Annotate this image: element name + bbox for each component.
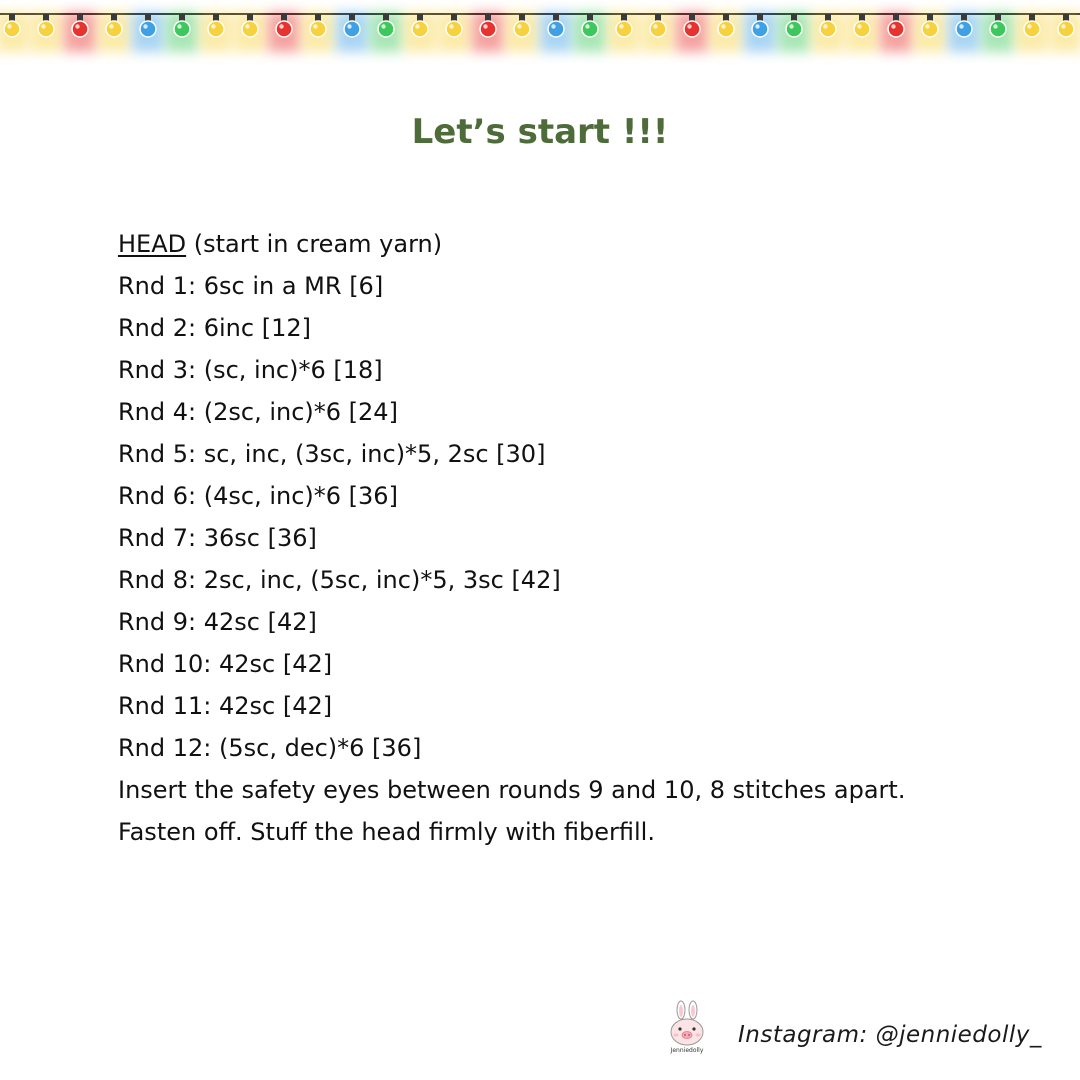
light-bulb bbox=[846, 12, 878, 52]
light-bulb bbox=[370, 12, 402, 52]
round-line: Rnd 2: 6inc [12] bbox=[118, 314, 311, 342]
light-bulb bbox=[608, 12, 640, 52]
light-bulb bbox=[710, 12, 742, 52]
light-bulb bbox=[302, 12, 334, 52]
light-bulb bbox=[472, 12, 504, 52]
light-bulb bbox=[880, 12, 912, 52]
light-bulb bbox=[1050, 12, 1080, 52]
round-line: Rnd 8: 2sc, inc, (5sc, inc)*5, 3sc [42] bbox=[118, 566, 561, 594]
logo-text: Jenniedolly bbox=[670, 1047, 704, 1054]
light-bulb bbox=[336, 12, 368, 52]
round-line: Rnd 9: 42sc [42] bbox=[118, 608, 317, 636]
light-bulb bbox=[64, 12, 96, 52]
section-name: HEAD bbox=[118, 230, 187, 258]
light-bulb bbox=[982, 12, 1014, 52]
instagram-handle: Instagram: @jenniedolly_ bbox=[738, 1022, 1042, 1048]
string-lights-decoration bbox=[0, 0, 1080, 64]
light-bulb bbox=[574, 12, 606, 52]
instruction-line: Fasten off. Stuff the head firmly with fiberfill. bbox=[118, 818, 655, 846]
section-note: (start in cream yarn) bbox=[186, 230, 443, 258]
round-line: Rnd 1: 6sc in a MR [6] bbox=[118, 272, 384, 300]
pattern-body bbox=[118, 226, 1058, 856]
light-bulb bbox=[914, 12, 946, 52]
light-bulb bbox=[132, 12, 164, 52]
light-bulb bbox=[30, 12, 62, 52]
light-bulb bbox=[166, 12, 198, 52]
light-bulb bbox=[234, 12, 266, 52]
light-bulb bbox=[812, 12, 844, 52]
round-line: Rnd 7: 36sc [36] bbox=[118, 524, 317, 552]
round-line: Rnd 5: sc, inc, (3sc, inc)*5, 2sc [30] bbox=[118, 440, 546, 468]
footer bbox=[664, 1000, 1064, 1064]
light-bulb bbox=[676, 12, 708, 52]
section-heading bbox=[118, 226, 1058, 268]
light-bulb bbox=[642, 12, 674, 52]
round-line: Rnd 10: 42sc [42] bbox=[118, 650, 333, 678]
light-bulb bbox=[506, 12, 538, 52]
page-title: Let’s start !!! bbox=[411, 112, 669, 152]
light-bulb bbox=[744, 12, 776, 52]
light-bulb bbox=[438, 12, 470, 52]
light-bulb bbox=[200, 12, 232, 52]
round-line: Rnd 6: (4sc, inc)*6 [36] bbox=[118, 482, 398, 510]
round-line: Rnd 11: 42sc [42] bbox=[118, 692, 333, 720]
round-line: Rnd 4: (2sc, inc)*6 [24] bbox=[118, 398, 398, 426]
light-bulb bbox=[98, 12, 130, 52]
round-line: Rnd 12: (5sc, dec)*6 [36] bbox=[118, 734, 422, 762]
light-bulb bbox=[1016, 12, 1048, 52]
light-bulb bbox=[0, 12, 28, 52]
light-bulb bbox=[778, 12, 810, 52]
round-line: Rnd 3: (sc, inc)*6 [18] bbox=[118, 356, 383, 384]
light-bulb bbox=[948, 12, 980, 52]
instruction-line: Insert the safety eyes between rounds 9 and 10, 8 stitches apart. bbox=[118, 776, 906, 804]
light-bulb bbox=[404, 12, 436, 52]
light-bulb bbox=[268, 12, 300, 52]
light-bulb bbox=[540, 12, 572, 52]
